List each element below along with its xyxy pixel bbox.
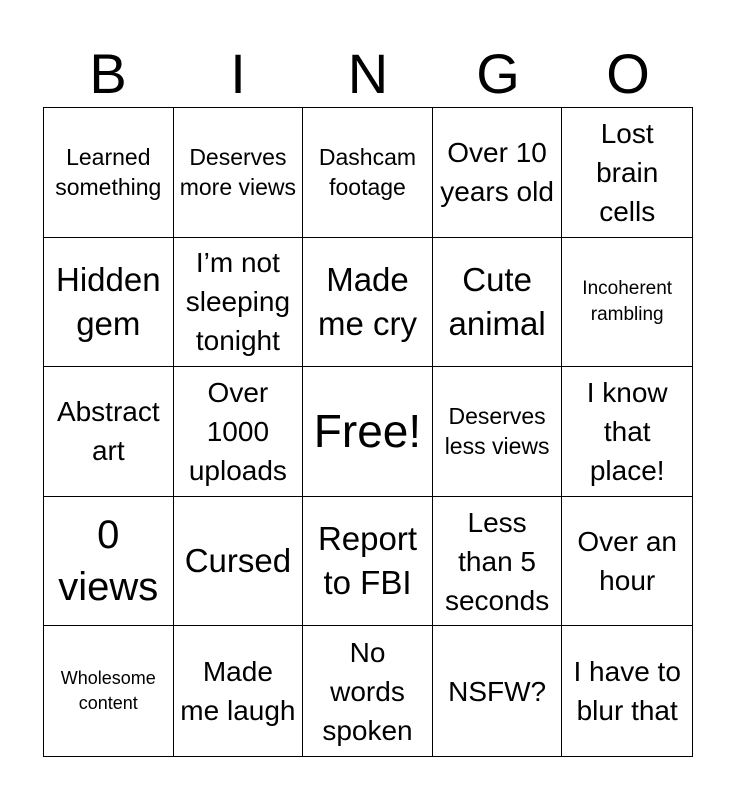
bingo-cell[interactable] <box>44 367 174 497</box>
cell-text: Over 10 years old <box>440 137 554 208</box>
header-letter-n: N <box>347 42 389 105</box>
bingo-cell[interactable] <box>44 626 174 756</box>
bingo-header <box>43 40 693 108</box>
bingo-cell[interactable] <box>174 367 304 497</box>
bingo-cell[interactable] <box>562 108 692 238</box>
cell-text: 0 views <box>58 513 159 610</box>
cell-text: I have to blur that <box>573 656 681 727</box>
cell-text: Hidden gem <box>56 260 161 342</box>
bingo-cell[interactable] <box>303 497 433 627</box>
cell-text: I know that place! <box>586 376 668 486</box>
header-letter-o: O <box>606 42 650 105</box>
bingo-cell[interactable] <box>433 238 563 368</box>
cell-text: Incoherent rambling <box>582 277 673 325</box>
cell-text: NSFW? <box>448 675 547 707</box>
bingo-cell[interactable] <box>433 626 563 756</box>
bingo-cell[interactable] <box>562 497 692 627</box>
cell-text: Lost brain cells <box>596 117 659 227</box>
bingo-cell[interactable] <box>44 497 174 627</box>
header-letter-b: B <box>89 42 127 105</box>
bingo-cell[interactable] <box>303 238 433 368</box>
cell-text: Deserves more views <box>179 144 297 201</box>
cell-text: Learned something <box>55 144 162 201</box>
bingo-cell[interactable] <box>433 497 563 627</box>
free-space-cell[interactable] <box>303 367 433 497</box>
bingo-cell[interactable] <box>303 626 433 756</box>
bingo-cell[interactable] <box>562 626 692 756</box>
bingo-cell[interactable] <box>433 367 563 497</box>
cell-text: I’m not sleeping tonight <box>185 247 291 357</box>
bingo-cell[interactable] <box>44 108 174 238</box>
cell-text: Deserves less views <box>444 403 550 460</box>
cell-text: Over 1000 uploads <box>188 376 287 486</box>
cell-text: Abstract art <box>56 396 160 467</box>
bingo-cell[interactable] <box>44 238 174 368</box>
cell-text: Less than 5 seconds <box>444 506 550 616</box>
cell-text: Dashcam footage <box>318 144 417 201</box>
cell-text: Wholesome content <box>60 668 156 714</box>
cell-text: Made me cry <box>317 260 417 342</box>
cell-text: Cursed <box>184 542 292 580</box>
bingo-card-grid <box>43 107 693 757</box>
cell-text: No words spoken <box>322 636 413 746</box>
bingo-cell[interactable] <box>174 497 304 627</box>
bingo-cell[interactable] <box>174 108 304 238</box>
cell-text: Free! <box>313 405 422 458</box>
cell-text: Made me laugh <box>180 656 296 727</box>
bingo-cell[interactable] <box>562 367 692 497</box>
bingo-cell[interactable] <box>433 108 563 238</box>
bingo-cell[interactable] <box>562 238 692 368</box>
bingo-cell[interactable] <box>303 108 433 238</box>
bingo-cell[interactable] <box>174 238 304 368</box>
bingo-cell[interactable] <box>174 626 304 756</box>
header-letter-g: G <box>476 42 520 105</box>
header-letter-i: I <box>230 42 246 105</box>
cell-text: Cute animal <box>448 260 546 342</box>
cell-text: Over an hour <box>577 526 677 597</box>
cell-text: Report to FBI <box>317 520 418 602</box>
